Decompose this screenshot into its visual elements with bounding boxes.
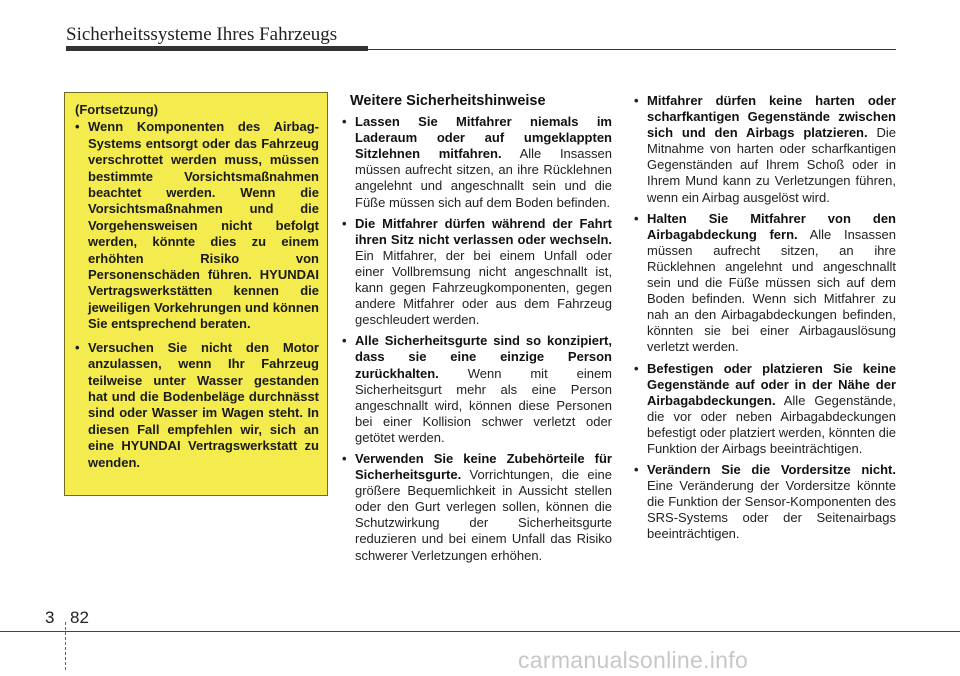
- safety-notes-list: [634, 93, 896, 543]
- safety-note: [634, 93, 896, 206]
- safety-note-body: Alle Gegenstände, die vor oder neben Airbagabdeckungen befestigt oder platziert werden, könnten die Funktion der Airbags beeinträchtigen.: [647, 392, 896, 456]
- safety-note: [342, 114, 612, 211]
- safety-note-body: Alle Insassen müssen aufrecht sitzen, an ihre Rücklehnen angelehnt und angeschnallt sein und die Füße müssen sich auf dem Boden befinden.: [355, 146, 612, 210]
- safety-note-lead: Alle Sicherheitsgurte sind so konzipiert, dass sie eine einzige Person zurückhalten.: [355, 333, 612, 381]
- safety-notes-list: [342, 114, 612, 564]
- header-rule: [66, 46, 368, 51]
- warning-box: [64, 92, 328, 496]
- header-rule-thin: [368, 49, 896, 50]
- warning-item: • Wenn Komponenten des Airbag-Systems entsorgt oder das Fahrzeug verschrottet werden muss, müssen bestimmte Vorsichtsmaßnahmen beachtet werden. Wenn die Vorsichtsmaßnahmen und die Vorgehensweisen nicht befolgt werden, könnte dies zu einem erhöhten Risiko von Personenschäden führen. HYUNDAI Vertragswerkstätten kennen die jeweiligen Vorkehrungen und können Sie entsprechend beraten.: [75, 119, 319, 332]
- footer-separator: [65, 622, 66, 670]
- safety-note-lead: Die Mitfahrer dürfen während der Fahrt ihren Sitz nicht verlassen oder wechseln.: [355, 215, 612, 247]
- safety-notes-column-2: [634, 93, 896, 548]
- safety-note: [342, 333, 612, 446]
- safety-note: [342, 216, 612, 329]
- safety-notes-column-1: [342, 93, 612, 569]
- safety-note: [634, 462, 896, 542]
- safety-note-lead: Mitfahrer dürfen keine harten oder scharfkantigen Gegenstände zwischen sich und den Airbags platzieren.: [647, 93, 896, 141]
- safety-note: [634, 211, 896, 356]
- safety-note-body: Vorrichtungen, die eine größere Bequemlichkeit in Aussicht stellen oder den Gurt verlegen sollen, können die Schutzwirkung der Sicherheitsgurte reduzieren und bei einem Unfall das Risiko schwerer Verletzungen erhöhen.: [355, 467, 612, 563]
- safety-note-body: Alle Insassen müssen aufrecht sitzen, an ihre Rücklehnen angelehnt und angeschnallt sein und die Füße müssen sich auf dem Boden befinden. Wenn sich Mitfahrer zu nah an den Airbagabdeckungen befinden, könnten sie bei einer Airbagauslösung verletzt werden.: [647, 226, 896, 355]
- safety-note-body: Wenn mit einem Sicherheitsgurt mehr als eine Person angeschnallt wird, können diese Personen bei einer Kollision schwer verletzt oder getötet werden.: [355, 365, 612, 445]
- safety-note-lead: Verändern Sie die Vordersitze nicht.: [647, 462, 896, 478]
- section-title: Weitere Sicherheitshinweise: [350, 93, 546, 109]
- footer-rule: [0, 631, 960, 632]
- safety-note-body: Eine Veränderung der Vordersitze könnte die Funktion der Sensor-Komponenten des SRS-Systems oder der Seitenairbags beeinträchtigen.: [647, 478, 896, 542]
- safety-note: [634, 361, 896, 458]
- safety-note-body: Die Mitnahme von harten oder scharfkantigen Gegenständen auf Ihrem Schoß oder in Ihrem Mund kann zu Verletzungen führen, wenn ein Airbag ausgelöst wird.: [647, 125, 896, 205]
- safety-note: [342, 451, 612, 564]
- header-title: Sicherheitssysteme Ihres Fahrzeugs: [66, 24, 338, 45]
- safety-note-lead: Verwenden Sie keine Zubehörteile für Sicherheitsgurte.: [355, 450, 612, 483]
- safety-note-body: Ein Mitfahrer, der bei einem Unfall oder einer Vollbremsung nicht angeschnallt ist, kann gegen Fahrzeugkomponenten, gegen andere Mitfahrer oder aus dem Fahrzeug geschleudert werden.: [355, 247, 612, 328]
- warning-item: • Versuchen Sie nicht den Motor anzulassen, wenn Ihr Fahrzeug teilweise unter Wasser gestanden hat und die Bodenbeläge durchnässt sind oder Wasser im Wagen steht. In diesen Fall empfehlen wir, sich an eine HYUNDAI Vertragswerkstatt zu wenden.: [75, 340, 319, 471]
- page-number: 82: [70, 608, 89, 627]
- watermark-text[interactable]: carmanualsonline.info: [518, 647, 749, 673]
- safety-note-lead: Befestigen oder platzieren Sie keine Gegenstände auf oder in der Nähe der Airbagabdeckungen.: [647, 360, 896, 408]
- warning-list: [75, 119, 319, 471]
- safety-note-lead: Lassen Sie Mitfahrer niemals im Laderaum oder auf umgeklappten Sitzlehnen mitfahren.: [355, 114, 612, 162]
- chapter-number: 3: [45, 608, 55, 627]
- warning-continued-label: (Fortsetzung): [75, 102, 159, 117]
- safety-note-lead: Halten Sie Mitfahrer von den Airbagabdeckung fern.: [647, 210, 896, 242]
